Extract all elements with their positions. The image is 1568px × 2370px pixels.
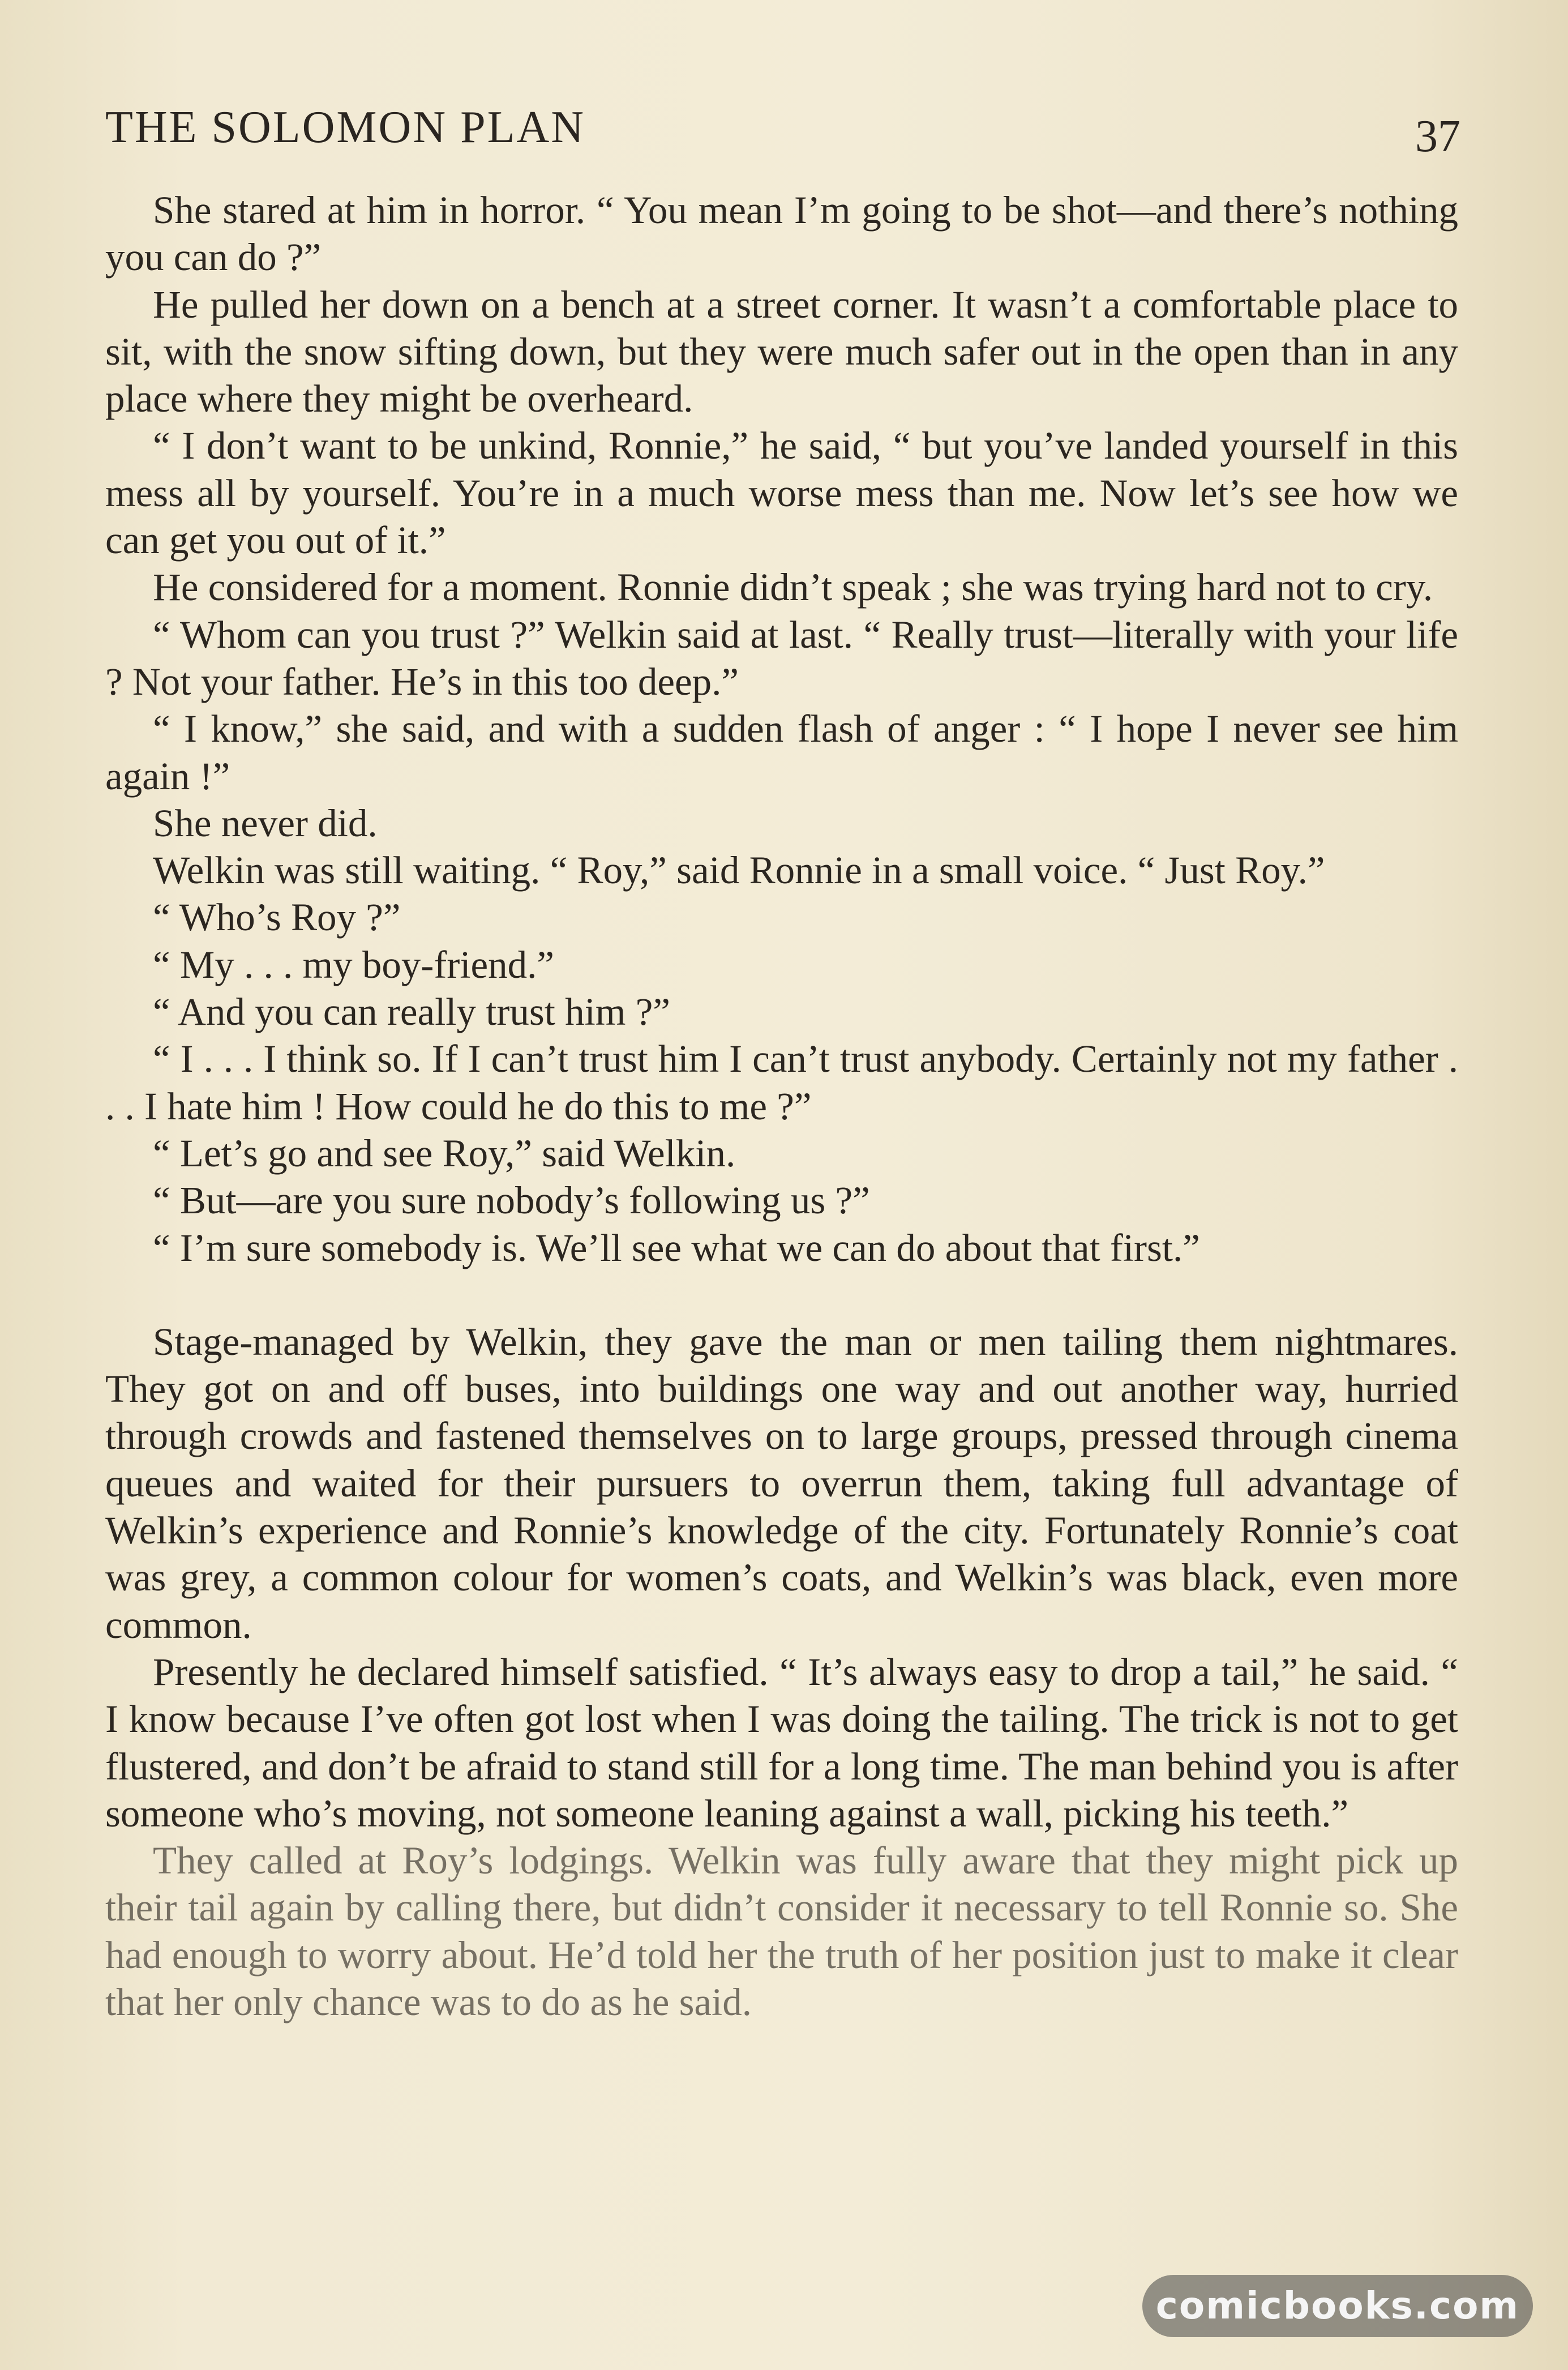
page-header <box>105 102 1460 164</box>
paragraph: “ And you can really trust him ?” <box>153 990 670 1034</box>
paragraph: Stage-managed by Welkin, they gave the man or men tailing them nightmares. They got on and off buses, into buildings one way and out another way, hurried through crowds and fastened themselves on to large groups, pressed through cinema queues and waited for their pursuers to overrun them, taking full advantage of Welkin’s experience and Ronnie’s knowledge of the city. Fortunately Ronnie’s coat was grey, a common colour for women’s coats, and Welkin’s was black, even more common. <box>105 1320 1458 1646</box>
paragraph: “ Let’s go and see Roy,” said Welkin. <box>153 1131 736 1175</box>
paragraph: Presently he declared himself satisfied. “ It’s always easy to drop a tail,” he said. “ I know because I’ve often got lost when I was doing the tailing. The trick is not to get flustered, and don’t be afraid to stand still for a long time. The man behind you is after someone who’s moving, not someone leaning against a wall, picking his teeth.” <box>105 1650 1458 1835</box>
paragraph: “ But—are you sure nobody’s following us ?” <box>153 1179 870 1222</box>
body-text <box>105 187 1458 2026</box>
page-number: 37 <box>1415 112 1460 161</box>
paragraph: “ I know,” she said, and with a sudden flash of anger : “ I hope I never see him again !” <box>105 707 1458 798</box>
paragraph: She stared at him in horror. “ You mean I’m going to be shot—and there’s nothing you can do ?” <box>105 189 1458 279</box>
paragraph: “ I don’t want to be unkind, Ronnie,” he said, “ but you’ve landed yourself in this mess all by yourself. You’re in a much worse mess than me. Now let’s see how we can get you out of it.” <box>105 424 1458 562</box>
site-watermark: comicbooks.com <box>1142 2275 1533 2337</box>
paragraph: “ I . . . I think so. If I can’t trust him I can’t trust anybody. Certainly not my father . . . I hate him ! How could he do this to me ?” <box>105 1037 1458 1128</box>
paragraph: Welkin was still waiting. “ Roy,” said Ronnie in a small voice. “ Just Roy.” <box>153 849 1325 892</box>
paragraph: “ Who’s Roy ?” <box>153 896 401 939</box>
paragraph: She never did. <box>153 801 378 845</box>
paragraph: He considered for a moment. Ronnie didn’t speak ; she was trying hard not to cry. <box>153 566 1433 609</box>
paragraph: “ My . . . my boy-friend.” <box>153 943 555 986</box>
paragraph: They called at Roy’s lodgings. Welkin was fully aware that they might pick up their tail again by calling there, but didn’t consider it necessary to tell Ronnie so. She had enough to worry about. He’d told her the truth of her position just to make it clear that her only chance was to do as he said. <box>105 1839 1458 2024</box>
paragraph: “ I’m sure somebody is. We’ll see what we can do about that first.” <box>153 1226 1200 1269</box>
running-head: THE SOLOMON PLAN <box>105 102 585 152</box>
paragraph: “ Whom can you trust ?” Welkin said at last. “ Really trust—literally with your life ? Not your father. He’s in this too deep.” <box>105 613 1458 703</box>
section-break <box>105 1272 1458 1319</box>
paragraph: He pulled her down on a bench at a street corner. It wasn’t a comfortable place to sit, with the snow sifting down, but they were much safer out in the open than in any place where they might be overheard. <box>105 283 1458 421</box>
